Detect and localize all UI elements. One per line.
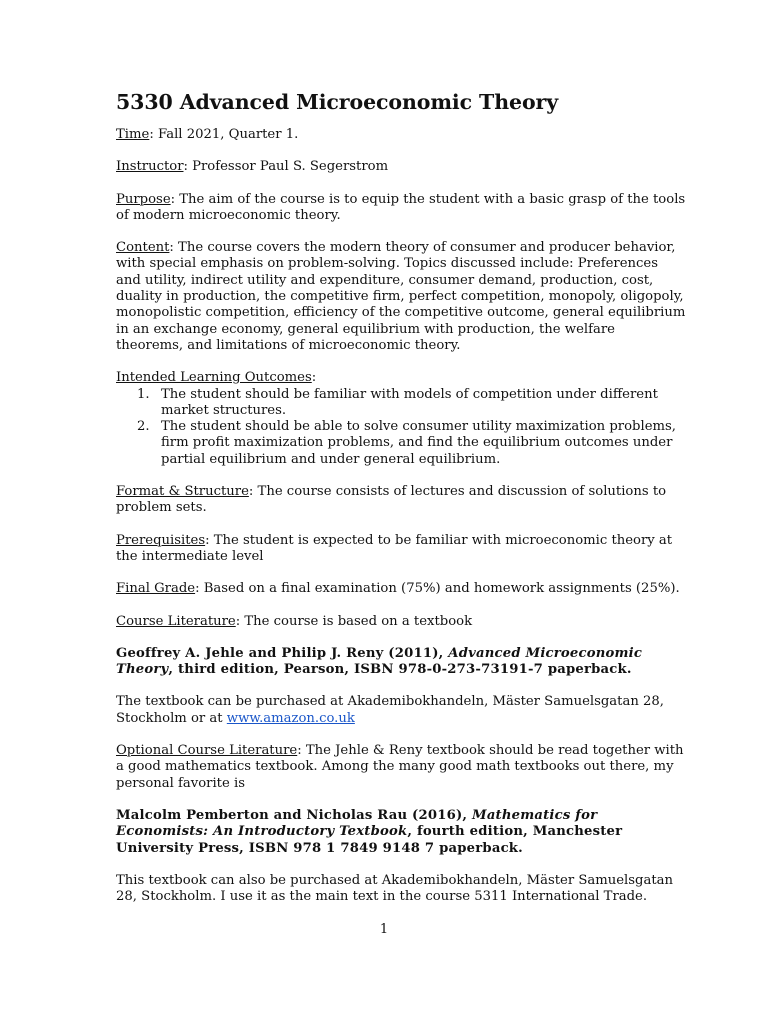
purpose-label: Purpose <box>116 191 171 207</box>
list-item-number: 1. <box>137 386 150 402</box>
math-textbook-details: , fourth edition, Manchester University Press, ISBN 978 1 7849 9148 7 paperback. <box>116 824 623 856</box>
instructor-section <box>116 159 686 175</box>
outcomes-heading <box>116 370 686 386</box>
content-label: Content <box>116 240 170 256</box>
prerequisites-label: Prerequisites <box>116 532 206 548</box>
final-grade-section <box>116 581 686 597</box>
time-text: : Fall 2021, Quarter 1. <box>149 127 299 142</box>
textbook-reference <box>116 646 686 679</box>
math-textbook-reference <box>116 808 686 857</box>
format-label: Format & Structure <box>116 484 249 500</box>
literature-label: Course Literature <box>116 613 236 629</box>
instructor-label: Instructor <box>116 159 184 175</box>
purpose-text: : The aim of the course is to equip the student with a basic grasp of the tools of modern microeconomic theory. <box>116 191 686 223</box>
outcomes-suffix: : <box>311 370 317 386</box>
amazon-link[interactable]: www.amazon.co.uk <box>226 710 355 726</box>
list-item <box>116 419 686 468</box>
textbook-details: , third edition, Pearson, ISBN 978-0-273-73191-7 paperback. <box>168 662 632 678</box>
list-item-text: The student should be able to solve consumer utility maximization problems, firm profit maximization problems, and find the equilibrium outcomes under partial equilibrium and under general equilibrium. <box>161 419 676 467</box>
course-title: 5330 Advanced Microeconomic Theory <box>116 90 559 114</box>
instructor-text: : Professor Paul S. Segerstrom <box>183 159 389 175</box>
optional-literature-text: : The Jehle & Reny textbook should be read together with a good mathematics textbook. Among the many good math textbooks out there, my personal favorite is <box>116 743 684 791</box>
math-textbook-authors: Malcolm Pemberton and Nicholas Rau (2016), <box>116 807 473 823</box>
textbook-title: Advanced Microeconomic Theory <box>116 645 643 678</box>
optional-literature-section <box>116 743 686 792</box>
time-section <box>116 127 686 143</box>
list-item <box>116 387 686 420</box>
list-item-number: 2. <box>137 419 150 435</box>
content-section <box>116 240 686 354</box>
optional-literature-label: Optional Course Literature <box>116 743 298 759</box>
literature-text: : The course is based on a textbook <box>235 613 473 629</box>
final-grade-text: : Based on a final examination (75%) and homework assignments (25%). <box>195 581 680 597</box>
format-section <box>116 484 686 517</box>
purchase-text: The textbook can be purchased at Akademibokhandeln, Mäster Samuelsgatan 28, Stockholm or at <box>116 694 664 726</box>
textbook-authors: Geoffrey A. Jehle and Philip J. Reny (2011), <box>116 645 449 661</box>
time-label: Time <box>116 127 150 142</box>
list-item-text: The student should be familiar with models of competition under different market structures. <box>161 386 658 418</box>
document-body <box>116 90 686 905</box>
content-text: : The course covers the modern theory of consumer and producer behavior, with special emphasis on problem-solving. Topics discussed include: Preferences and utility, indirect utility and expenditure, consumer demand, production, cost, duality in production, the competitive firm, perfect competition, monopoly, oligopoly, monopolistic competition, efficiency of the competitive outcome, general equilibrium in an exchange economy, general equilibrium with production, the welfare theorems, and limitations of microeconomic theory. <box>116 240 686 353</box>
prerequisites-text: : The student is expected to be familiar with microeconomic theory at the intermediate level <box>116 532 673 564</box>
final-grade-label: Final Grade <box>116 581 196 597</box>
purchase-section <box>116 694 686 727</box>
purpose-section <box>116 192 686 225</box>
outcomes-list <box>116 387 686 468</box>
outcomes-label: Intended Learning Outcomes <box>116 370 312 386</box>
format-text: : The course consists of lectures and discussion of solutions to problem sets. <box>116 484 667 516</box>
math-textbook-title: Mathematics for Economists: An Introductory Textbook <box>116 807 598 840</box>
literature-section <box>116 614 686 630</box>
closing-section: This textbook can also be purchased at Akademibokhandeln, Mäster Samuelsgatan 28, Stockholm. I use it as the main text in the course 5311 International Trade. <box>116 872 673 905</box>
page-number: 1 <box>379 922 389 937</box>
prerequisites-section <box>116 533 686 566</box>
